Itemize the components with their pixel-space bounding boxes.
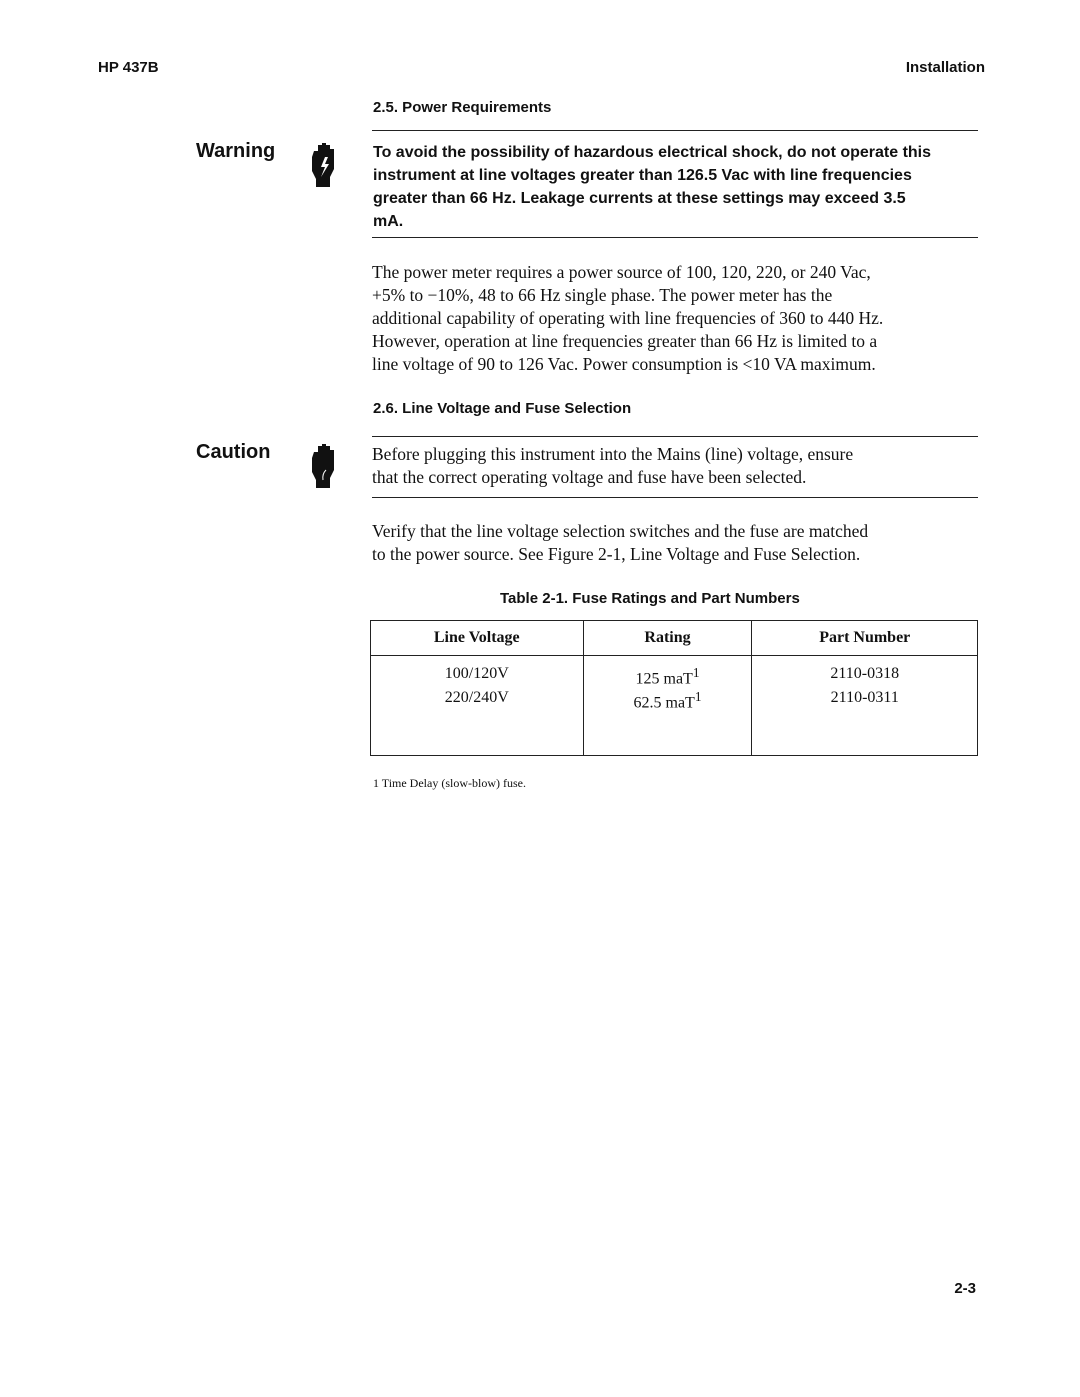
divider: [372, 130, 978, 131]
section-title-line-voltage: 2.6. Line Voltage and Fuse Selection: [373, 400, 632, 417]
power-paragraph: [372, 261, 883, 376]
cell-voltage: 100/120V: [371, 656, 584, 690]
paragraph-line: line voltage of 90 to 126 Vac. Power consumption is <10 VA maximum.: [372, 354, 876, 374]
caution-text: [372, 443, 853, 489]
divider: [372, 237, 978, 238]
cell-part-number: 2110-0311: [752, 689, 978, 756]
fuse-table: [370, 620, 978, 756]
paragraph-line: to the power source. See Figure 2-1, Line Voltage and Fuse Selection.: [372, 544, 861, 564]
caution-label: Caution: [196, 441, 271, 463]
warning-label: Warning: [196, 140, 276, 162]
caution-line: that the correct operating voltage and fuse have been selected.: [372, 467, 807, 487]
header-model: HP 437B: [98, 59, 159, 76]
caution-hand-icon: [308, 442, 342, 490]
paragraph-line: additional capability of operating with line frequencies of 360 to 440 Hz.: [372, 308, 884, 328]
warning-line: To avoid the possibility of hazardous electrical shock, do not operate this: [373, 144, 932, 161]
divider: [372, 497, 978, 498]
column-header: Rating: [583, 621, 752, 656]
warning-text: [373, 141, 988, 233]
header-chapter: Installation: [905, 59, 985, 76]
paragraph-line: Verify that the line voltage selection switches and the fuse are matched: [372, 521, 869, 541]
paragraph-line: The power meter requires a power source of 100, 120, 220, or 240 Vac,: [372, 262, 871, 282]
footnote-mark: 1: [694, 689, 702, 704]
footnote-mark: 1: [692, 665, 700, 680]
cell-rating: 125 maT: [635, 670, 693, 688]
page-number: 2-3: [954, 1280, 976, 1297]
cell-voltage: 220/240V: [371, 689, 584, 756]
warning-line: greater than 66 Hz. Leakage currents at these settings may exceed 3.5: [373, 190, 906, 207]
divider: [372, 436, 978, 437]
table-footnote: 1 Time Delay (slow-blow) fuse.: [373, 776, 526, 790]
section-title-power-requirements: 2.5. Power Requirements: [373, 99, 552, 116]
warning-line: instrument at line voltages greater than 126.5 Vac with line frequencies: [373, 167, 912, 184]
table-row: [371, 689, 978, 756]
table-row: [371, 656, 978, 690]
warning-hand-shock-icon: [308, 141, 342, 189]
cell-rating: 62.5 maT: [633, 694, 695, 712]
table-title: Table 2-1. Fuse Ratings and Part Numbers: [500, 590, 800, 607]
cell-part-number: 2110-0318: [752, 656, 978, 690]
verify-paragraph: [372, 520, 868, 566]
paragraph-line: +5% to −10%, 48 to 66 Hz single phase. The power meter has the: [372, 285, 833, 305]
paragraph-line: However, operation at line frequencies greater than 66 Hz is limited to a: [372, 331, 878, 351]
column-header: Part Number: [752, 621, 978, 656]
warning-line: mA.: [373, 213, 404, 230]
column-header: Line Voltage: [371, 621, 584, 656]
caution-line: Before plugging this instrument into the Mains (line) voltage, ensure: [372, 444, 854, 464]
